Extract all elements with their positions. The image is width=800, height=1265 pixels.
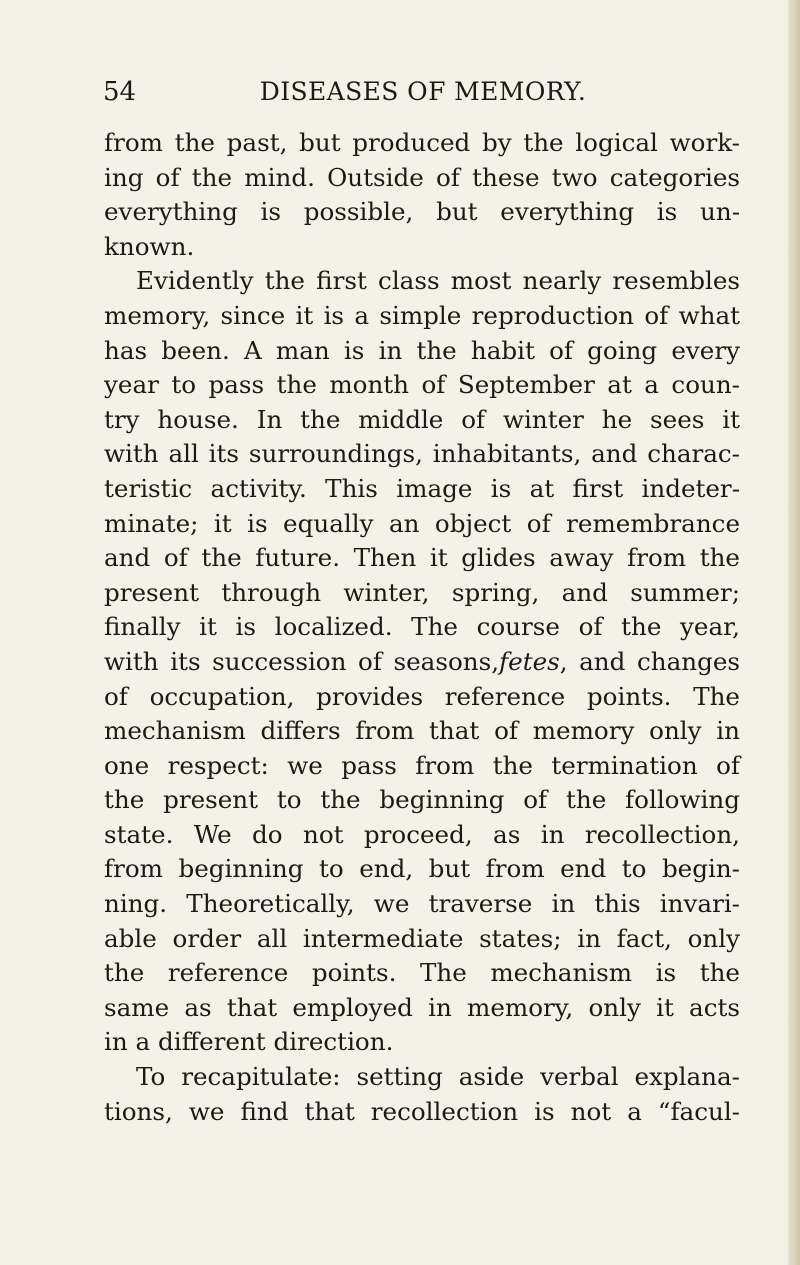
text-line: minate; it is equally an object of remembrance	[104, 508, 740, 538]
text-line: has been. A man is in the habit of going every	[104, 335, 740, 365]
text-line: teristic activity. This image is at first indeter-	[104, 473, 740, 503]
text-line: of occupation, provides reference points. The	[104, 681, 740, 711]
text-line: try house. In the middle of winter he sees it	[104, 404, 740, 434]
body-text	[104, 126, 740, 1129]
text-line: ing of the mind. Outside of these two categories	[104, 162, 740, 192]
text-line: able order all intermediate states; in fact, only	[104, 923, 740, 953]
page-header	[103, 74, 743, 110]
text-line: in a different direction.	[104, 1027, 394, 1057]
text-line: mechanism differs from that of memory only in	[104, 716, 740, 746]
text-line: the present to the beginning of the following	[104, 785, 740, 815]
text-line: the reference points. The mechanism is the	[104, 958, 740, 988]
text-line-with-italic	[104, 645, 740, 680]
text-line: from the past, but produced by the logical work-	[104, 128, 740, 157]
line-segment: , and changes	[559, 646, 740, 676]
running-title: DISEASES OF MEMORY.	[259, 77, 587, 106]
text-line: from beginning to end, but from end to begin-	[104, 854, 740, 884]
page-number: 54	[103, 77, 137, 107]
text-line: one respect: we pass from the termination of	[104, 750, 740, 780]
paragraph-start-line: To recapitulate: setting aside verbal explana-	[136, 1062, 740, 1092]
text-line: everything is possible, but everything is un-	[104, 197, 740, 227]
text-line: memory, since it is a simple reproduction of what	[104, 300, 740, 330]
text-line: present through winter, spring, and summer;	[104, 577, 740, 607]
italic-word: fetes	[499, 646, 560, 676]
text-line: with all its surroundings, inhabitants, and charac-	[104, 439, 740, 469]
text-line: ning. Theoretically, we traverse in this invari-	[104, 889, 740, 919]
text-line: state. We do not proceed, as in recollection,	[104, 819, 740, 849]
text-line: known.	[104, 231, 195, 261]
text-line: same as that employed in memory, only it acts	[104, 992, 740, 1022]
paragraph-start-line: Evidently the first class most nearly resembles	[136, 266, 740, 296]
page-edge	[788, 0, 800, 1265]
text-line: and of the future. Then it glides away from the	[104, 543, 740, 573]
text-line: tions, we find that recollection is not a “facul-	[104, 1096, 740, 1126]
text-line: year to pass the month of September at a coun-	[104, 370, 740, 400]
line-segment: with its succession of seasons,	[104, 646, 500, 676]
text-line: finally it is localized. The course of the year,	[104, 612, 740, 642]
